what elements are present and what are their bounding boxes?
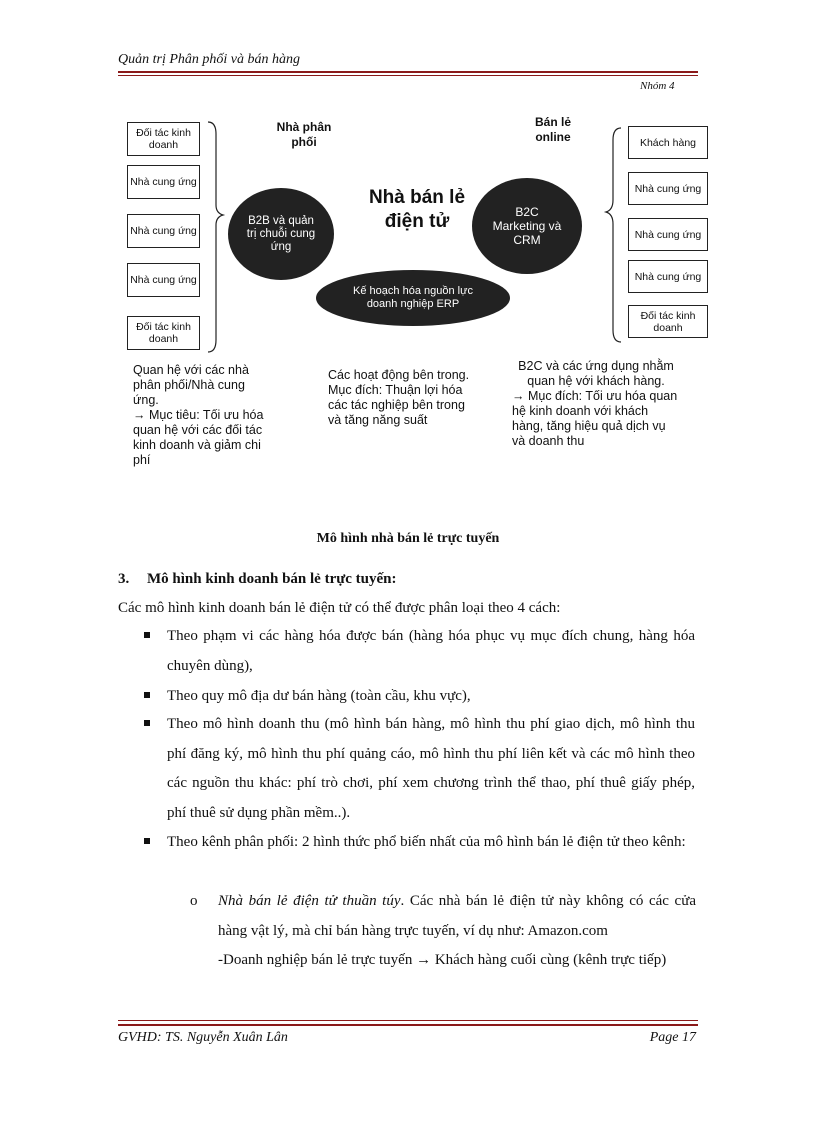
label-distributor: Nhà phân phối	[276, 120, 332, 149]
bullet-marker	[144, 692, 150, 698]
note-left	[133, 363, 268, 468]
right-box: Đối tác kinh doanh	[628, 305, 708, 338]
figure-caption: Mô hình nhà bán lẻ trực tuyến	[316, 531, 500, 546]
bullet-item: Theo kênh phân phối: 2 hình thức phổ biến nhất của mô hình bán lẻ điện tử theo kênh:	[167, 834, 686, 850]
section-heading	[118, 571, 396, 588]
center-title: Nhà bán lẻ điện tử	[368, 187, 466, 232]
note-center: Các hoạt động bên trong. Mục đích: Thuận lợi hóa các tác nghiệp bên trong và tăng năng suất	[328, 368, 470, 427]
footer-page: Page 17	[649, 1030, 696, 1045]
sub-item	[218, 887, 696, 946]
note-right-goal: → Mục đích: Tối ưu hóa quan hệ kinh doanh với khách hàng, tăng hiệu quả dịch vụ và doanh thu	[512, 389, 678, 448]
left-box: Nhà cung ứng	[127, 214, 200, 248]
right-box: Nhà cung ứng	[628, 218, 708, 251]
bullet-marker	[144, 720, 150, 726]
sub-item-text: . Các nhà bán lẻ điện tử này không có các cửa hàng vật lý, mà chỉ bán hàng trực tuyến, ví dụ như: Amazon.com	[218, 893, 696, 939]
sub-item-title: Nhà bán lẻ điện tử thuần túy	[218, 893, 401, 909]
header-title: Quản trị Phân phối và bán hàng	[118, 52, 300, 67]
intro-paragraph: Các mô hình kinh doanh bán lẻ điện tử có thể được phân loại theo 4 cách:	[118, 600, 561, 616]
left-box: Đối tác kinh doanh	[127, 316, 200, 350]
section-title: Mô hình kinh doanh bán lẻ trực tuyến:	[147, 571, 397, 587]
bullet-marker	[144, 838, 150, 844]
note-left-text: Quan hệ với các nhà phân phối/Nhà cung ứng.	[133, 363, 249, 407]
section-number: 3.	[118, 571, 130, 587]
sub-item-marker: o	[190, 893, 198, 909]
note-right	[512, 359, 680, 449]
sub-item-line2: -Doanh nghiệp bán lẻ trực tuyến → Khách hàng cuối cùng (kênh trực tiếp)	[218, 952, 667, 968]
right-box: Nhà cung ứng	[628, 260, 708, 293]
right-box: Nhà cung ứng	[628, 172, 708, 205]
label-online-retail: Bán lẻ online	[534, 115, 571, 144]
bullet-item: Theo quy mô địa dư bán hàng (toàn cầu, khu vực),	[167, 688, 471, 704]
right-brace	[606, 128, 621, 342]
footer-rule	[118, 1024, 698, 1026]
footer-left: GVHD: TS. Nguyễn Xuân Lân	[118, 1030, 288, 1045]
left-box: Nhà cung ứng	[127, 165, 200, 199]
right-box: Khách hàng	[628, 126, 708, 159]
group-label: Nhóm 4	[640, 80, 675, 92]
left-brace	[208, 122, 223, 352]
bullet-marker	[144, 632, 150, 638]
footer-rule-thin	[118, 1020, 698, 1021]
ellipse-b2b: B2B và quản trị chuỗi cung ứng	[228, 188, 334, 280]
left-box: Đối tác kinh doanh	[127, 122, 200, 156]
bullet-item: Theo phạm vi các hàng hóa được bán (hàng hóa phục vụ mục đích chung, hàng hóa chuyên dùng),	[167, 628, 695, 674]
bullet-item: Theo mô hình doanh thu (mô hình bán hàng, mô hình thu phí giao dịch, mô hình thu phí đăng ký, mô hình thu phí quảng cáo, mô hình thu phí liên kết và các mô hình theo các nguồn thu khác: phí trò chơi, phí xem chương trình thể thao, phí thuê giấy phép, phí thuê sử dụng phần mềm..).	[167, 716, 695, 821]
left-box: Nhà cung ứng	[127, 263, 200, 297]
note-left-goal: → Mục tiêu: Tối ưu hóa quan hệ với các đối tác kinh doanh và giảm chi phí	[133, 408, 264, 467]
retail-diagram	[0, 0, 816, 500]
ellipse-b2c: B2C Marketing và CRM	[472, 178, 582, 274]
ellipse-erp: Kế hoạch hóa nguồn lực doanh nghiệp ERP	[316, 270, 510, 326]
note-right-text: B2C và các ứng dụng nhằm quan hệ với khách hàng.	[518, 359, 674, 388]
